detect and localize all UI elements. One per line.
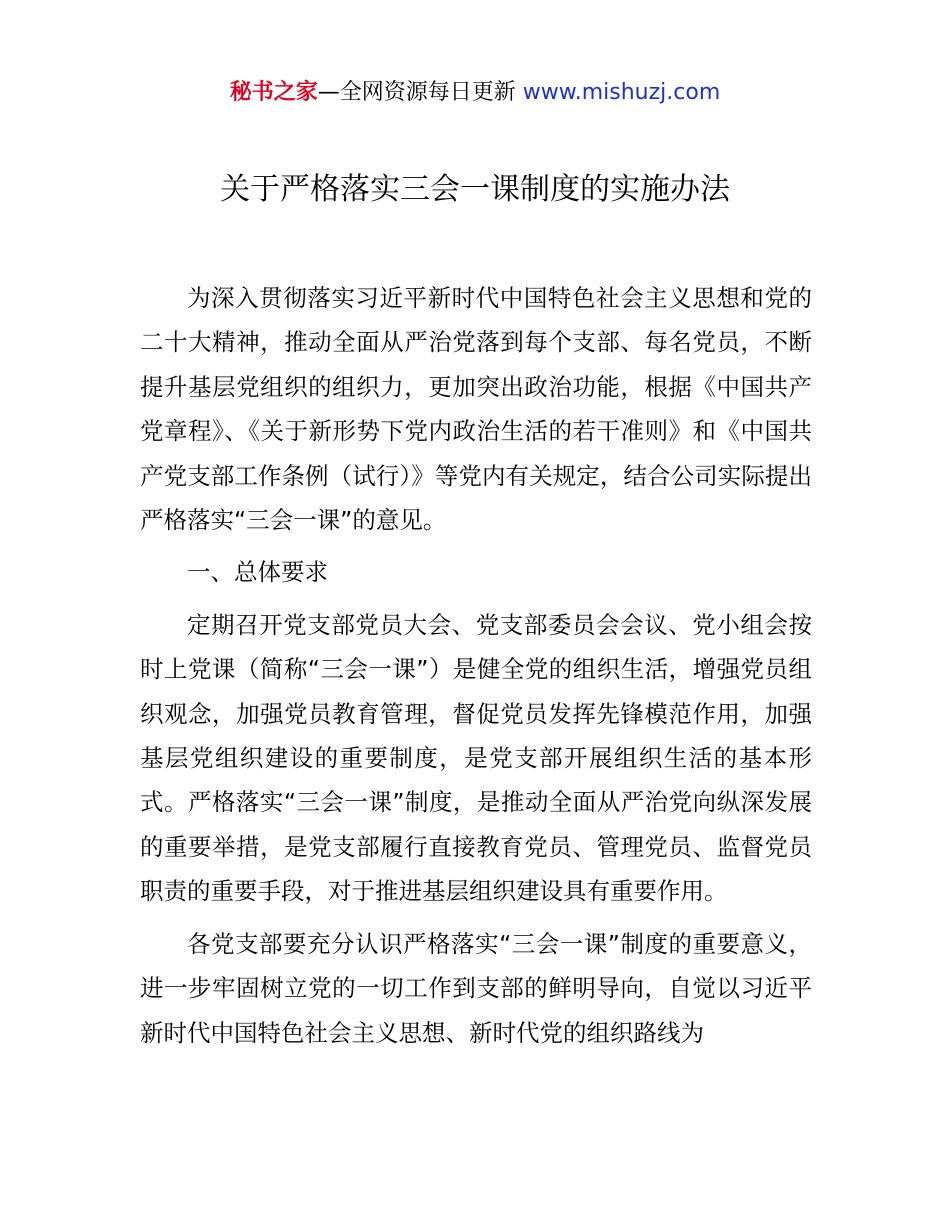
document-title: 关于严格落实三会一课制度的实施办法: [220, 172, 730, 207]
intro-paragraph: 为深入贯彻落实习近平新时代中国特色社会主义思想和党的二十大精神，推动全面从严治党落到每个支部、每名党员，不断提升基层党组织的组织力，更加突出政治功能，根据《中国共产党章程》、《关于新形势下党内政治生活的若干准则》和《中国共产党支部工作条例（试行）》等党内有关规定，结合公司实际提出严格落实“三会一课”的意见。: [140, 284, 812, 535]
document-body: [140, 276, 812, 1063]
body-paragraph: 定期召开党支部党员大会、党支部委员会会议、党小组会按时上党课（简称“三会一课”）是健全党的组织生活，增强党员组织观念，加强党员教育管理，督促党员发挥先锋模范作用，加强基层党组织建设的重要制度，是党支部开展组织生活的基本形式。严格落实“三会一课”制度，是推动全面从严治党向纵深发展的重要举措，是党支部履行直接教育党员、管理党员、监督党员职责的重要手段，对于推进基层组织建设具有重要作用。: [140, 610, 812, 906]
site-header: [0, 76, 950, 110]
site-brand: 秘书之家: [229, 80, 318, 105]
site-tagline: —全网资源每日更新: [317, 80, 523, 105]
body-paragraph: 各党支部要充分认识严格落实“三会一课”制度的重要意义，进一步牢固树立党的一切工作到支部的鲜明导向，自觉以习近平新时代中国特色社会主义思想、新时代党的组织路线为: [140, 929, 812, 1047]
section-heading: 一、总体要求: [187, 558, 328, 587]
site-url-link[interactable]: www.mishuzj.com: [522, 80, 721, 105]
